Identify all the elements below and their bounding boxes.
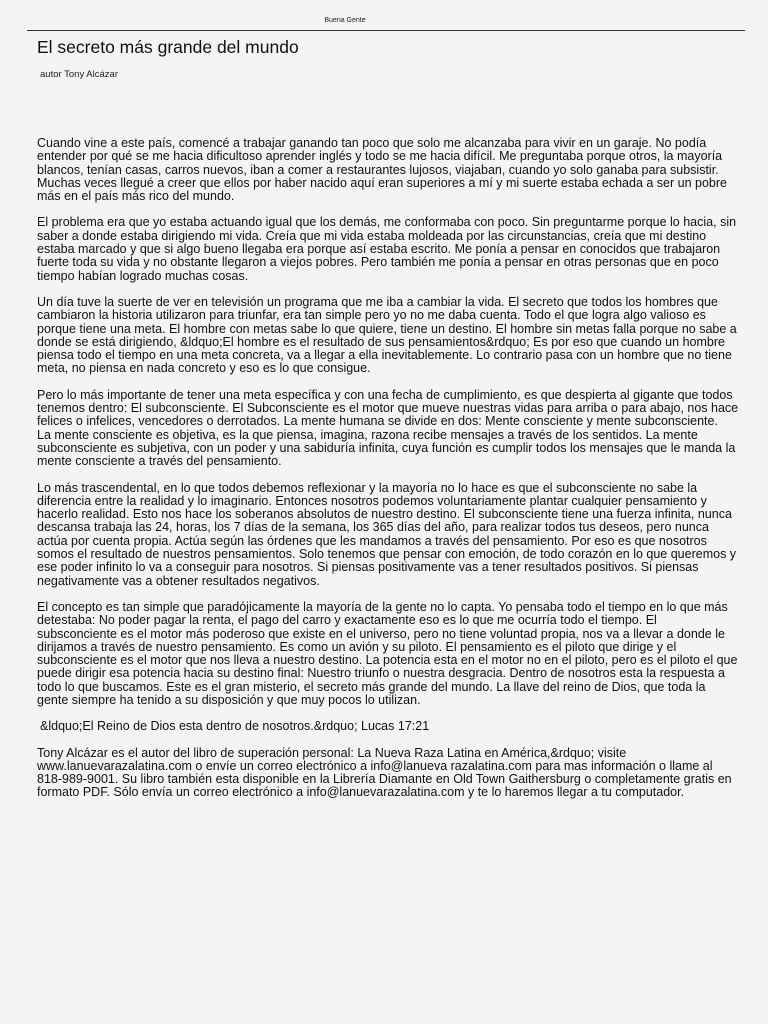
paragraph-4: Pero lo más importante de tener una meta específica y con una fecha de cumplimiento, es que despierta al gigante que todos tenemos dentro: El subconsciente. El Subconsciente es el motor que mueve nuestras vidas para arriba o para abajo, nos hace felices o infelices, vencedores o derrotados. La mente humana se divide en dos: Mente consciente y mente subconsciente. La mente consciente es objetiva, es la que piensa, imagina, razona recibe mensajes a través de los sentidos. La mente subconsciente es subjetiva, con un poder y una sabiduría infinita, cuya función es cumplir todos los mensajes que le manda la mente consciente a través del pensamiento. bbox=[37, 387, 739, 469]
author-bio: Tony Alcázar es el autor del libro de superación personal: La Nueva Raza Latina en América,&rdquo; visite www.lanuevarazalatina.com o envíe un correo electrónico a info@lanueva razalatina.com para mas información o llame al 818-989-9001. Su libro también esta disponible en la Librería Diamante en Old Town Gaithersburg o completamente gratis en formato PDF. Sólo envía un correo electrónico a info@lanuevarazalatina.com y te lo haremos llegar a tu computador. bbox=[37, 745, 732, 800]
paragraph-5: Lo más trascendental, en lo que todos debemos reflexionar y la mayoría no lo hace es que el subconsciente no sabe la diferencia entre la realidad y lo imaginario. Entonces nosotros podemos voluntariamente plantar cualquier pensamiento y hacerlo realidad. Esto nos hace los soberanos absolutos de nuestro destino. El subconsciente tiene una fuerza infinita, nunca descansa trabaja las 24, horas, los 7 días de la semana, los 365 días del año, para realizar todos tus deseos, pero nunca actúa por cuenta propia. Actúa según las órdenes que les mandamos a través del pensamiento. Por eso es que nosotros somos el resultado de nuestros pensamientos. Solo tenemos que pensar con emoción, de todo corazón en lo que queremos y ese poder infinito lo va a conseguir para nosotros. Si piensas positivamente vas a tener resultados positivos. Si piensas negativamente vas a obtener resultados negativos. bbox=[37, 480, 737, 588]
header-divider bbox=[27, 30, 745, 31]
paragraph-3: Un día tuve la suerte de ver en televisión un programa que me iba a cambiar la vida. El secreto que todos los hombres que cambiaron la historia utilizaron para triunfar, era tan simple pero yo no me daba cuenta. Todo el que logra algo valioso es porque tiene una meta. El hombre con metas sabe lo que quiere, tiene un destino. El hombre sin metas falla porque no sabe a donde se está dirigiendo, &ldquo;El hombre es el resultado de sus pensamientos&rdquo; Es por eso que cuando un hombre piensa todo el tiempo en una meta concreta, va a llegar a ella inevitablemente. Lo contrario pasa con un hombre que no tiene meta, no piensa en nada concreto y eso es lo que consigue. bbox=[37, 294, 737, 376]
site-header-label: Buena Gente bbox=[324, 17, 366, 24]
paragraph-1: Cuando vine a este país, comencé a trabajar ganando tan poco que solo me alcanzaba para vivir en un garaje. No podía entender por qué se me hacia dificultoso aprender inglés y todo se me hacia difícil. Me preguntaba porque otros, la mayoría blancos, tenían casas, carros nuevos, iban a comer a restaurantes lujosos, viajaban, cuando yo solo ganaba para subsistir. Muchas veces llegué a creer que ellos por haber nacido aquí eran superiores a mí y mi suerte estaba echada a ser un pobre más en el país más rico del mundo. bbox=[37, 136, 727, 204]
article-body bbox=[37, 137, 739, 813]
bible-quote: &ldquo;El Reino de Dios esta dentro de nosotros.&rdquo; Lucas 17:21 bbox=[40, 719, 430, 734]
article-author: autor Tony Alcázar bbox=[40, 69, 118, 80]
paragraph-6: El concepto es tan simple que paradójicamente la mayoría de la gente no lo capta. Yo pensaba todo el tiempo en lo que más detestaba: No poder pagar la renta, el pago del carro y exactamente eso es lo que me ocurría todo el tiempo. El subsconciente es el motor más poderoso que existe en el universo, pero no tiene voluntad propia, nos va a llevar a donde le dirijamos a través de nuestro pensamiento. Es como un avión y su piloto. El pensamiento es el piloto que dirige y el subconsciente es el motor que nos lleva a nuestro destino. La potencia esta en el motor no en el piloto, pero es el piloto el que puede dirigir esa potencia hacia su destino final: Nuestro triunfo o nuestra desgracia. Dentro de nosotros esta la respuesta a todo lo que buscamos. Este es el gran misterio, el secreto más grande del mundo. La llave del reino de Dios, que toda la gente siempre ha tenido a su disposición y que muy pocos lo utilizan. bbox=[37, 599, 738, 707]
article-title: El secreto más grande del mundo bbox=[37, 37, 299, 57]
paragraph-2: El problema era que yo estaba actuando igual que los demás, me conformaba con poco. Sin preguntarme porque lo hacia, sin saber a donde estaba dirigiendo mi vida. Creía que mi vida estaba moldeada por las circunstancias, creía que mi destino estaba marcado y que si algo bueno llegaba era porque así estaba escrito. Me ponía a pensar en conocidos que trabajaron fuerte toda su vida y no obstante llegaron a viejos pobres. Pero también me ponía a pensar en otras personas que en poco tiempo habían logrado muchas cosas. bbox=[37, 215, 737, 283]
